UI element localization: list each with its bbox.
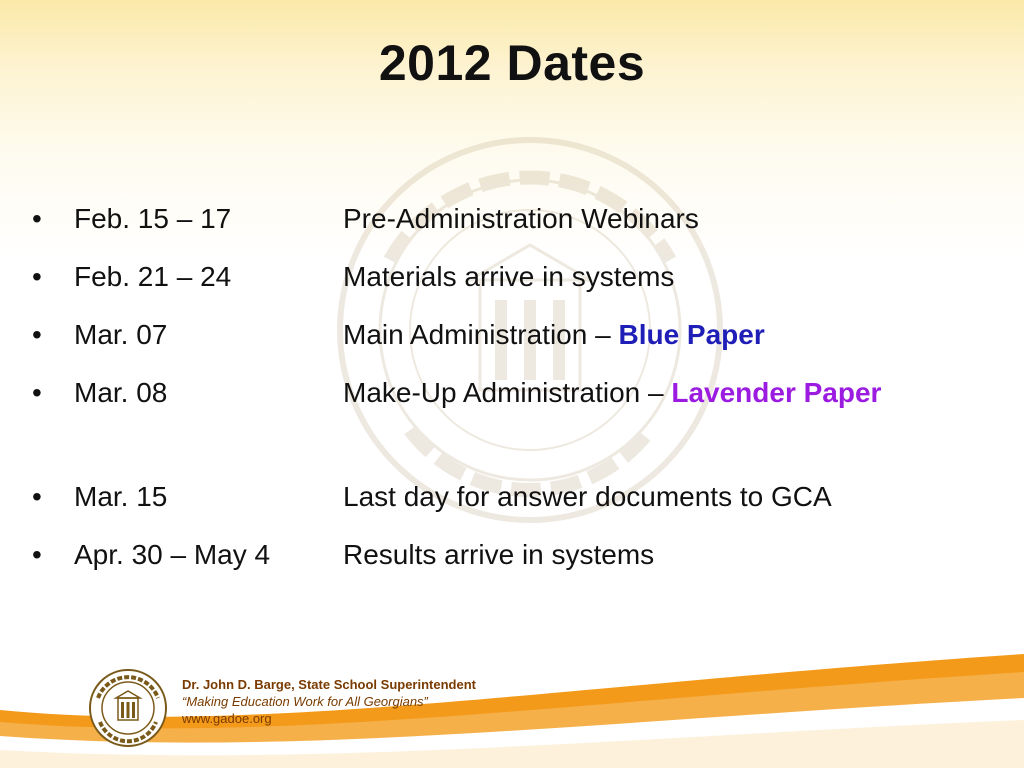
item-date: Mar. 07	[74, 319, 168, 350]
item-date: Mar. 15	[74, 481, 168, 512]
department-seal-logo	[88, 668, 168, 748]
superintendent-name: Dr. John D. Barge, State School Superintendent	[182, 677, 476, 692]
bullet: •	[32, 539, 42, 570]
bullet: •	[32, 377, 42, 408]
website-link[interactable]: www.gadoe.org	[182, 711, 272, 726]
item-description: Pre-Administration Webinars	[343, 203, 699, 234]
bullet: •	[32, 481, 42, 512]
dates-list	[32, 196, 992, 590]
item-description-with-highlight	[343, 370, 983, 416]
footer-info	[182, 676, 522, 727]
item-description: Make-Up Administration –	[343, 377, 672, 408]
highlight-blue-paper: Blue Paper	[618, 319, 765, 350]
list-item	[32, 254, 992, 312]
item-date: Feb. 21 – 24	[74, 261, 232, 292]
item-description-with-highlight	[343, 312, 983, 358]
highlight-lavender-paper: Lavender Paper	[671, 377, 882, 408]
bullet: •	[32, 203, 42, 234]
item-description: Results arrive in systems	[343, 539, 655, 570]
list-item	[32, 312, 992, 370]
list-item	[32, 474, 992, 532]
item-date: Feb. 15 – 17	[74, 203, 232, 234]
list-item	[32, 532, 992, 590]
page-title: 2012 Dates	[378, 35, 646, 91]
item-description: Last day for answer documents to GCA	[343, 481, 832, 512]
bullet: •	[32, 319, 42, 350]
bullet: •	[32, 261, 42, 292]
list-item	[32, 196, 992, 254]
item-description: Materials arrive in systems	[343, 261, 675, 292]
list-item	[32, 370, 992, 474]
motto: “Making Education Work for All Georgians”	[182, 694, 428, 709]
item-description: Main Administration –	[343, 319, 619, 350]
item-date: Apr. 30 – May 4	[74, 539, 271, 570]
item-date: Mar. 08	[74, 377, 168, 408]
